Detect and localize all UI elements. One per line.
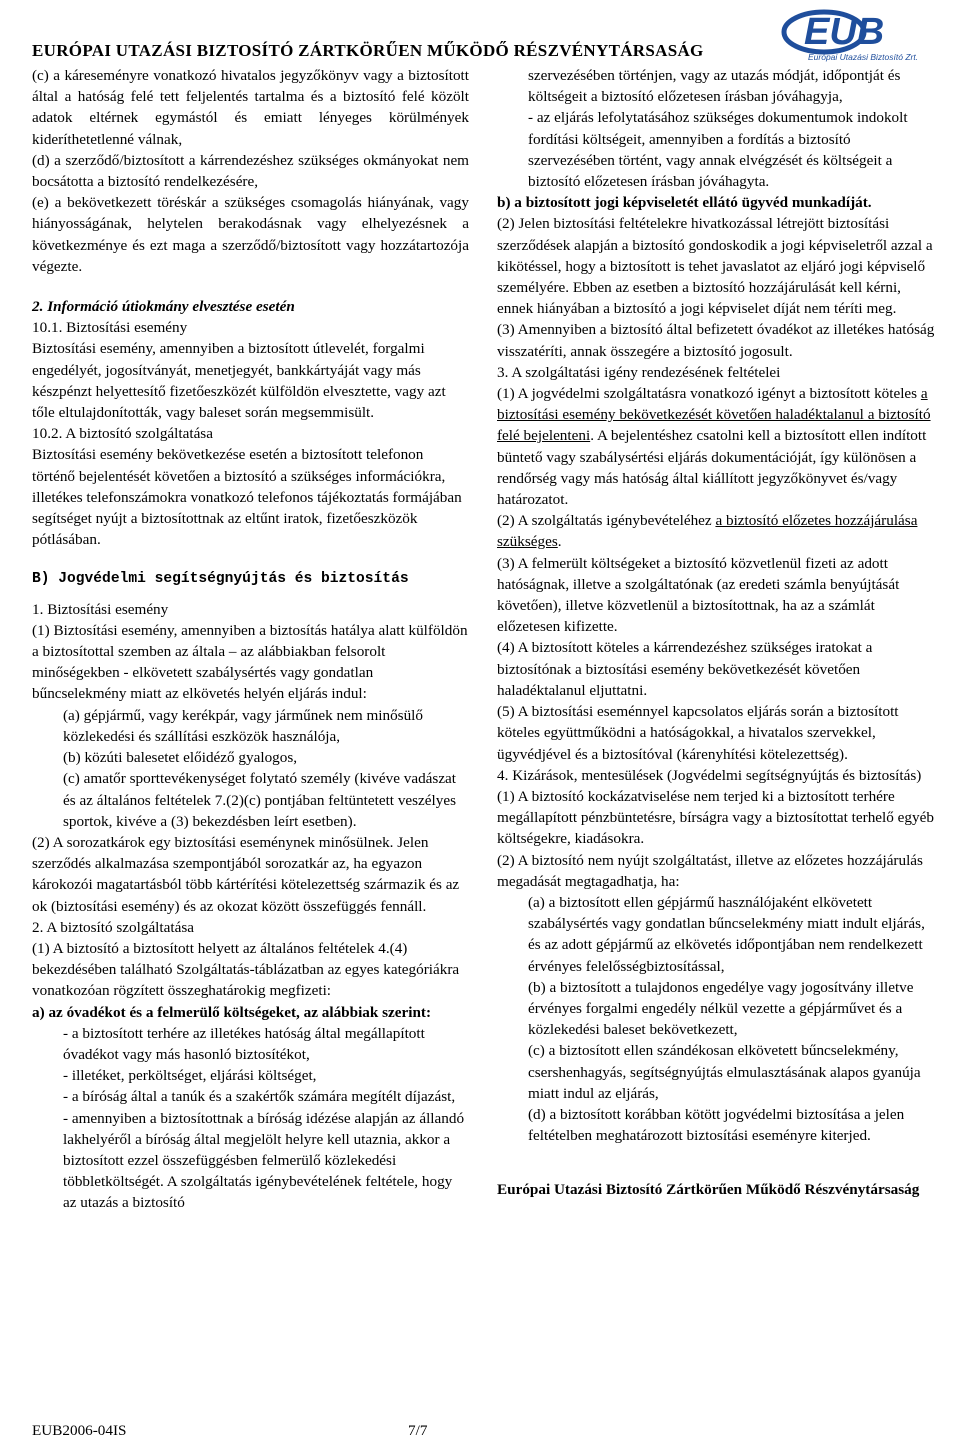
claim-2-underlined: a biztosító előzetes hozzájárulása szükséges <box>497 512 918 551</box>
list-item-fees: - illetéket, perköltséget, eljárási költséget, <box>63 1067 317 1085</box>
paragraph-service-3: (3) Amennyiben a biztosító által befizetett óvadékot az illetékes hatóság visszatéríti, annak összegére a biztosító jogosult. <box>497 321 935 360</box>
paragraph-item-d: (d) a szerződő/biztosított a kárrendezéshez szükséges okmányokat nem bocsátotta a biztosító rendelkezésére, <box>32 151 469 191</box>
right-column <box>497 65 935 1201</box>
paragraph-service-a: a) az óvadékot és a felmerülő költségeket, az alábbiak szerint: <box>32 1003 432 1021</box>
paragraph-service-b: b) a biztosított jogi képviseletét ellátó ügyvéd munkadíját. <box>497 194 872 212</box>
left-column <box>32 65 469 1214</box>
paragraph-claim-5: (5) A biztosítási eseménnyel kapcsolatos eljárás során a biztosított köteles együttműködni a hatóságokkal, a hivatalos szervekkel, ügyvédjével és a biztosítóval (kárenyhítési kötelezettség). <box>497 703 899 763</box>
exclusion-item-b: (b) a biztosított a tulajdonos engedélye vagy jogosítvány illetve érvényes forgalmi engedély nélkül vezette a gépjárművet és a közlekedési baleset bekövetkezett, <box>528 978 914 1039</box>
logo-subtext: Európai Utazási Biztosító Zrt. <box>808 52 919 62</box>
claim-2-start: (2) A szolgáltatás igénybevételéhez <box>497 512 716 530</box>
list-item-c: (c) amatőr sporttevékenységet folytató személy (kivéve vadászat és az általános feltételek 7.(2)(c) pontjában feltüntetett veszélyes sportok, kivéve a (3) bekezdésben leírt esetben). <box>63 770 457 830</box>
document-code: EUB2006-04IS <box>32 1422 127 1439</box>
subheading-insurer-service: 2. A biztosító szolgáltatása <box>32 918 194 936</box>
paragraph-claim-2 <box>497 510 935 552</box>
subheading-10-2: 10.2. A biztosító szolgáltatása <box>32 425 213 443</box>
eub-logo <box>778 6 944 66</box>
page-number: 7/7 <box>408 1422 428 1439</box>
claim-1-end: . A bejelentéshez csatolni kell a biztosított ellen indított büntető vagy szabálysértési eljárás dokumentációját, így különösen a rendőrség vagy más hatóság által kiállított jegyzőkönyvet és/vagy határozatot. <box>497 427 927 509</box>
paragraph-exclusions-1: (1) A biztosító kockázatviselése nem terjed ki a biztosított terhére megállapított pénzbüntetésre, bírságra vagy a biztosítottat terhelő egyéb költségekre, kiadásokra. <box>497 787 934 848</box>
paragraph-insured-event-2: (2) A sorozatkárok egy biztosítási eseménynek minősülnek. Jelen szerződés alkalmazása szempontjából sorozatkár az, ha egyazon károkozói magatartásból több kártérítési kötelezettség származik és az ok (biztosítási esemény) és az okozat között összefüggés fennáll. <box>32 833 460 915</box>
signature-company-name: Európai Utazási Biztosító Zártkörűen Működő Részvénytársaság <box>497 1181 920 1199</box>
paragraph-service-2: (2) Jelen biztosítási feltételekre hivatkozással létrejött biztosítási szerződések alapján a biztosító gondoskodik a jogi képviseletről azzal a kikötéssel, hogy a biztosított is tehet javaslatot az eljáró jogi képviselő személyére. Ebben az esetben a biztosító hozzájárulását kell kérni, ennek hiányában a biztosító a jogi képviselet díját nem téríti meg. <box>497 215 933 318</box>
subheading-claim-conditions: 3. A szolgáltatási igény rendezésének feltételei <box>497 363 781 381</box>
paragraph-claim-4: (4) A biztosított köteles a kárrendezéshez szükséges iratokat a biztosítónak a biztosítási esemény bekövetkezését követően haladéktalanul eljuttatni. <box>497 639 873 699</box>
claim-1-underlined: a biztosítási esemény bekövetkezését követően haladéktalanul a biztosító felé bejelenteni <box>497 385 931 445</box>
claim-1-start: (1) A jogvédelmi szolgáltatásra vonatkozó igényt a biztosított köteles <box>497 385 921 403</box>
paragraph-insured-event-1: (1) Biztosítási esemény, amennyiben a biztosítás hatálya alatt külföldön a biztosítottal szemben az általa – az alábbiakban felsorolt minőségekben - elkövetett szabálysértés vagy gondatlan bűncselekmény miatt az elkövetés helyén eljárás indul: <box>32 621 468 703</box>
exclusion-item-d: (d) a biztosított korábban kötött jogvédelmi biztosítása a jelen feltételben meghatározott biztosítási eseményre kiterjed. <box>528 1105 905 1145</box>
subheading-exclusions: 4. Kizárások, mentesülések (Jogvédelmi segítségnyújtás és biztosítás) <box>497 766 922 784</box>
logo-text: EUB <box>804 11 885 53</box>
list-item-witness: - a bíróság által a tanúk és a szakértők számára megítélt díjazást, <box>63 1088 456 1106</box>
paragraph-item-e: (e) a bekövetkezett töréskár a szükséges csomagolás hiányának, vagy hiányosságának, helytelen berakodásnak vagy elhelyezésnek a következménye és ezt maga a szerződő/biztosított vagy hozzátartozója végezte. <box>32 194 469 275</box>
paragraph-10-2: Biztosítási esemény bekövetkezése esetén a biztosított telefonon történő bejelentését követően a biztosító a szükséges információkra, illetékes telefonszámokra vonatkozó telefonos tájékoztatás formájában segítséget nyújt a biztosítottnak az eltűnt iratok, fizetőeszközök pótlásában. <box>32 446 462 549</box>
paragraph-claim-3: (3) A felmerült költségeket a biztosító közvetlenül fizeti az adott hatóságnak, illetve a szolgáltatónak (az eredeti számla benyújtását követően), illetve közvetlenül a biztosítottnak, ha az a számlát előzetesen kifizette. <box>497 554 900 636</box>
paragraph-item-c: (c) a káreseményre vonatkozó hivatalos jegyzőkönyv vagy a biztosított által a hatóság felé tett feljelentés tartalma és a biztosító felé közölt adatok eltérnek egymástól és emiatt lényeges körülmények kideríthetetlenné válnak, <box>32 67 469 148</box>
subheading-10-1: 10.1. Biztosítási esemény <box>32 319 188 337</box>
list-item-bail: - a biztosított terhére az illetékes hatóság által megállapított óvadékot vagy más hasonló biztosítékot, <box>63 1024 425 1063</box>
section-heading-legal-aid: B) Jogvédelmi segítségnyújtás és biztosítás <box>32 571 409 588</box>
list-item-travel: - amennyiben a biztosítottnak a bíróság idézése alapján az állandó lakhelyéről a bíróság által megjelölt helyre kell utaznia, akkor a biztosított ezzel összefüggésben felmerülő közlekedési többletköltségét. A szolgáltatás igénybevételének feltétele, hogy az utazás a biztosító <box>63 1109 465 1212</box>
paragraph-service-1: (1) A biztosító a biztosított helyett az általános feltételek 4.(4) bekezdésében található Szolgáltatás-táblázatban az egyes kategóriákra vonatkozóan rögzített összeghatárokig megfizeti: <box>32 939 460 1000</box>
list-item-b: (b) közúti balesetet előidéző gyalogos, <box>63 749 298 767</box>
company-title: EURÓPAI UTAZÁSI BIZTOSÍTÓ ZÁRTKÖRŰEN MŰKÖDŐ RÉSZVÉNYTÁRSASÁG <box>32 41 704 60</box>
claim-2-end: . <box>557 533 562 551</box>
paragraph-10-1: Biztosítási esemény, amennyiben a biztosított útlevelét, forgalmi engedélyét, jogosítványát, menetjegyét, bankkártyáját vagy más készpénzt helyettesítő fizetőeszközét külföldön elvesztette, vagy azt tőle eltulajdonították, vagy baleset során megsemmisült. <box>32 340 446 422</box>
list-item-a: (a) gépjármű, vagy kerékpár, vagy járműnek nem minősülő közlekedési és szállítási eszközök használója, <box>63 706 423 745</box>
paragraph-claim-1 <box>497 383 935 510</box>
subheading-insured-event: 1. Biztosítási esemény <box>32 600 169 618</box>
paragraph-exclusions-2: (2) A biztosító nem nyújt szolgáltatást, illetve az előzetes hozzájárulás megadását megtagadhatja, ha: <box>497 851 923 890</box>
list-item-travel-cont: szervezésében történjen, vagy az utazás módját, időpontját és költségeit a biztosító előzetesen írásban jóváhagyja, <box>528 67 901 106</box>
exclusion-item-c: (c) a biztosított ellen szándékosan elkövetett bűncselekmény, csershenhagyás, segítségnyújtás elmulasztásának alapos gyanúja miatt indul az eljárás, <box>528 1042 921 1102</box>
exclusion-item-a: (a) a biztosított ellen gépjármű használójaként elkövetett szabálysértés vagy gondatlan bűncselekmény miatt indult eljárás, és az adott gépjármű az elkövetés időpontjában nem rendelkezett érvényes felelősségbiztosítással, <box>528 893 925 975</box>
section-heading-travel-document: 2. Információ útiokmány elvesztése esetén <box>32 298 295 316</box>
list-item-translation: - az eljárás lefolytatásához szükséges dokumentumok indokolt fordítási költségeit, amennyiben a fordítás a biztosító szervezésében történt, vagy annak elvégzését és költségeit a biztosító előzetesen írásban jóváhagyta. <box>528 109 908 191</box>
